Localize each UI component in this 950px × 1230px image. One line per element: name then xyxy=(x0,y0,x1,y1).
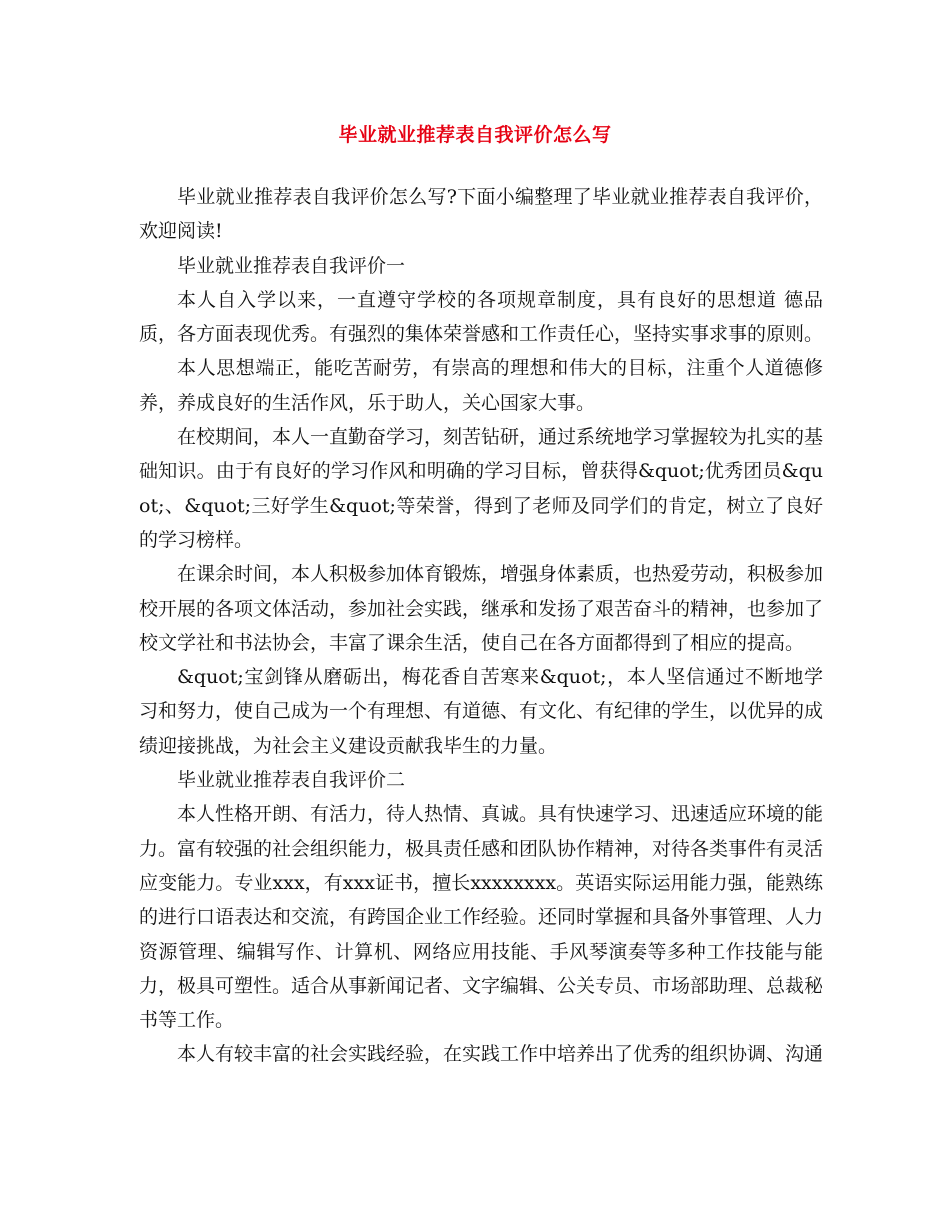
paragraph: 本人自入学以来，一直遵守学校的各项规章制度，具有良好的思想道 德品质，各方面表现优秀。有强烈的集体荣誉感和工作责任心，坚持实事求事的原则。 xyxy=(139,288,824,346)
paragraph: &quot;宝剑锋从磨砺出，梅花香自苦寒来&quot;，本人坚信通过不断地学习和努力，使自己成为一个有理想、有道德、有文化、有纪律的学生，以优异的成绩迎接挑战，为社会主义建设贡献我毕生的力量。 xyxy=(139,666,824,757)
section-heading-1: 毕业就业推荐表自我评价一 xyxy=(177,254,406,277)
paragraph: 在校期间，本人一直勤奋学习，刻苦钻研，通过系统地学习掌握较为扎实的基础知识。由于有良好的学习作风和明确的学习目标，曾获得&quot;优秀团员&quot;、&quot;三好学生&quot;等荣誉，得到了老师及同学们的肯定，树立了良好的学习榜样。 xyxy=(139,426,824,551)
intro-paragraph: 毕业就业推荐表自我评价怎么写?下面小编整理了毕业就业推荐表自我评价，欢迎阅读! xyxy=(139,186,823,243)
paragraph: 本人性格开朗、有活力，待人热情、真诚。具有快速学习、迅速适应环境的能力。富有较强的社会组织能力，极具责任感和团队协作精神，对待各类事件有灵活应变能力。专业xxx，有xxx证书，擅长xxxxxxxx。英语实际运用能力强，能熟练的进行口语表达和交流，有跨国企业工作经验。还同时掌握和具备外事管理、人力资源管理、编辑写作、计算机、网络应用技能、手风琴演奏等多种工作技能与能力，极具可塑性。适合从事新闻记者、文字编辑、公关专员、市场部助理、总裁秘书等工作。 xyxy=(139,803,824,1032)
paragraph: 在课余时间，本人积极参加体育锻炼，增强身体素质，也热爱劳动，积极参加校开展的各项文体活动，参加社会实践，继承和发扬了艰苦奋斗的精神，也参加了校文学社和书法协会，丰富了课余生活，使自己在各方面都得到了相应的提高。 xyxy=(139,563,824,654)
paragraph: 本人思想端正，能吃苦耐劳，有崇高的理想和伟大的目标，注重个人道德修养，养成良好的生活作风，乐于助人，关心国家大事。 xyxy=(139,357,823,414)
document-body xyxy=(139,180,823,1072)
paragraph: 本人有较丰富的社会实践经验，在实践工作中培养出了优秀的组织协调、沟通 xyxy=(177,1043,824,1066)
document-title: 毕业就业推荐表自我评价怎么写 xyxy=(338,124,612,146)
section-heading-2: 毕业就业推荐表自我评价二 xyxy=(177,769,406,792)
